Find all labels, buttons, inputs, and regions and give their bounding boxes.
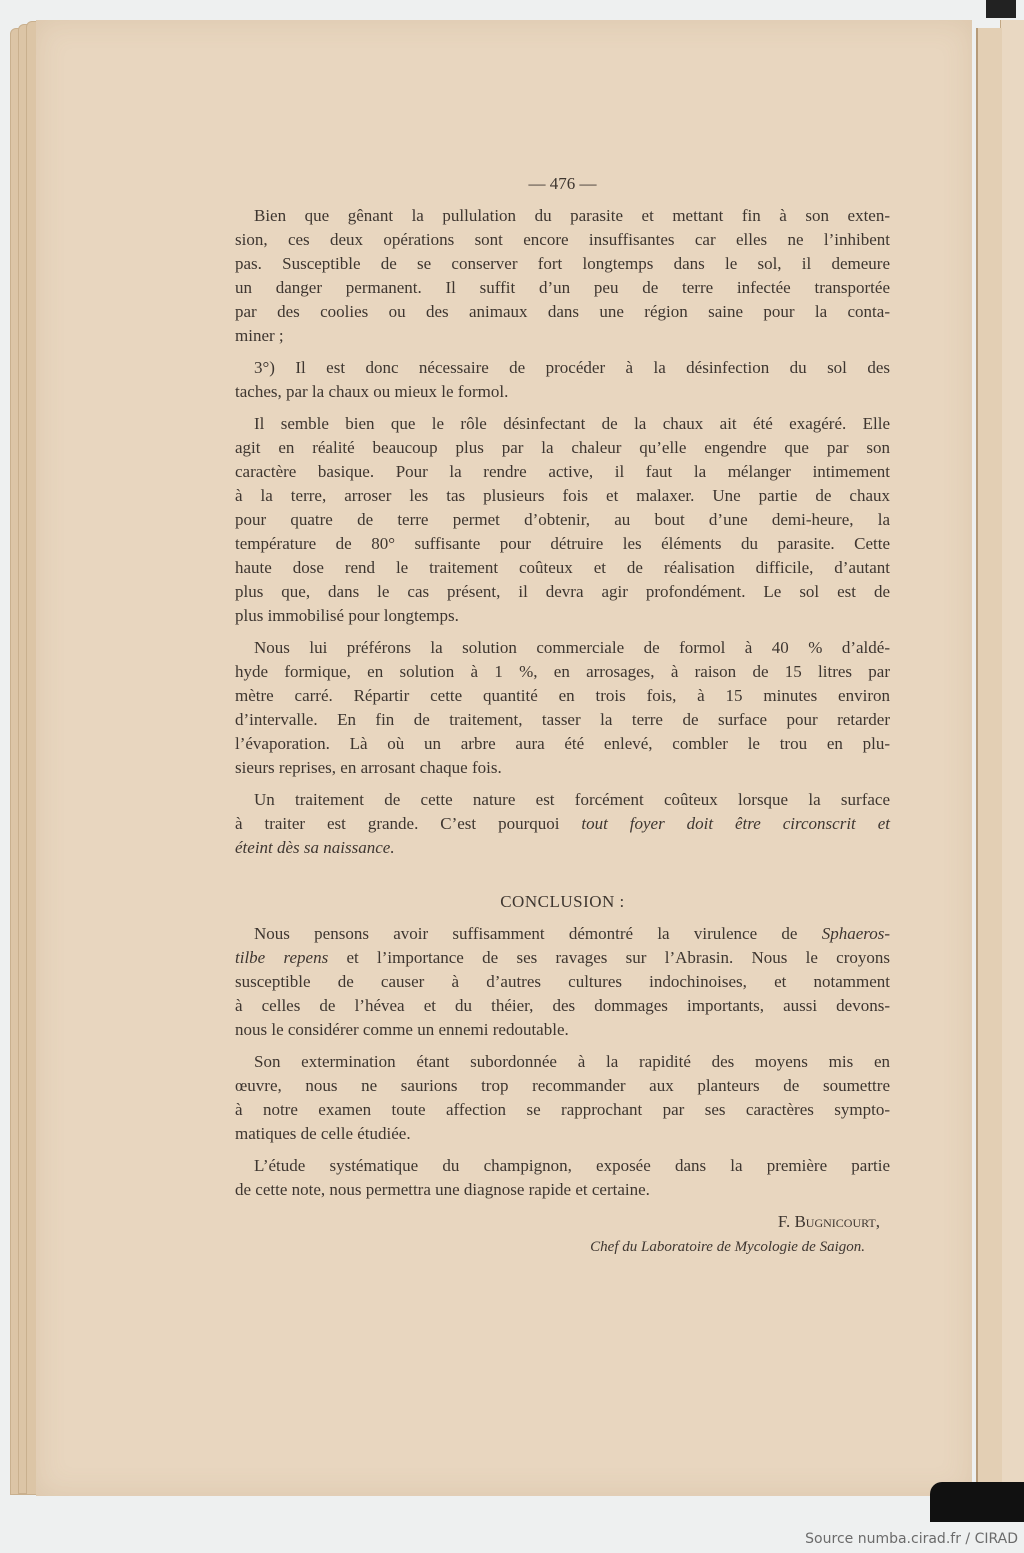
text-line: Nous pensons avoir suffisamment démontré la virulence de Sphaeros-	[254, 924, 890, 943]
text-line: plus que, dans le cas présent, il devra agir profondément. Le sol est de	[235, 582, 890, 601]
text-line: l’évaporation. Là où un arbre aura été enlevé, combler le trou en plu-	[235, 734, 890, 753]
text-line: agit en réalité beaucoup plus par la chaleur qu’elle engendre que par son	[235, 438, 890, 457]
text-line: à traiter est grande. C’est pourquoi tout foyer doit être circonscrit et	[235, 814, 890, 833]
text-line: caractère basique. Pour la rendre active, il faut la mélanger intimement	[235, 462, 890, 481]
text-line: 3°) Il est donc nécessaire de procéder à la désinfection du sol des	[254, 358, 890, 377]
binding-edge	[976, 28, 1002, 1488]
text-line: L’étude systématique du champignon, exposée dans la première partie	[254, 1156, 890, 1175]
text-line: de cette note, nous permettra une diagnose rapide et certaine.	[235, 1180, 650, 1199]
text-line: un danger permanent. Il suffit d’un peu de terre infectée transportée	[235, 278, 890, 297]
binding-mark	[986, 0, 1016, 18]
text-line: hyde formique, en solution à 1 %, en arrosages, à raison de 15 litres par	[235, 662, 890, 681]
text-line: éteint dès sa naissance.	[235, 838, 395, 857]
text-line: sion, ces deux opérations sont encore insuffisantes car elles ne l’inhibent	[235, 230, 890, 249]
text-line: pour quatre de terre permet d’obtenir, au bout d’une demi-heure, la	[235, 510, 890, 529]
text-line: taches, par la chaux ou mieux le formol.	[235, 382, 509, 401]
text-line: Un traitement de cette nature est forcément coûteux lorsque la surface	[254, 790, 890, 809]
text-line: par des coolies ou des animaux dans une région saine pour la conta-	[235, 302, 890, 321]
text-line: nous le considérer comme un ennemi redoutable.	[235, 1020, 569, 1039]
text-line: susceptible de causer à d’autres cultures indochinoises, et notamment	[235, 972, 890, 991]
paragraph	[235, 636, 890, 780]
species-name: Sphaeros-	[821, 924, 890, 943]
page-text	[235, 172, 890, 1260]
paragraph	[235, 356, 890, 404]
paragraph	[235, 412, 890, 628]
paragraph	[235, 922, 890, 1042]
text-line: d’intervalle. En fin de traitement, tasser la terre de surface pour retarder	[235, 710, 890, 729]
text-line: Son extermination étant subordonnée à la rapidité des moyens mis en	[254, 1052, 890, 1071]
section-heading: CONCLUSION :	[500, 892, 625, 911]
text-line: à la terre, arroser les tas plusieurs fois et malaxer. Une partie de chaux	[235, 486, 890, 505]
page-number: — 476 —	[528, 174, 597, 193]
text-line: œuvre, nous ne saurions trop recommander aux planteurs de soumettre	[235, 1076, 890, 1095]
paragraph	[235, 204, 890, 348]
species-name: tilbe repens	[235, 948, 329, 967]
text-line: haute dose rend le traitement coûteux et de réalisation difficile, d’autant	[235, 558, 890, 577]
text-line: pas. Susceptible de se conserver fort longtemps dans le sol, il demeure	[235, 254, 890, 273]
text-line: à celles de l’hévea et du théier, des dommages importants, aussi devons-	[235, 996, 890, 1015]
scan-shadow	[930, 1482, 1024, 1522]
paragraph	[235, 1050, 890, 1146]
text-line: à notre examen toute affection se rapprochant par ses caractères sympto-	[235, 1100, 890, 1119]
paragraph	[235, 1154, 890, 1202]
text-line: miner ;	[235, 326, 284, 345]
author-affiliation: Chef du Laboratoire de Mycologie de Saigon.	[590, 1239, 865, 1255]
author-signature: F. Bugnicourt,	[777, 1212, 880, 1231]
text-line: tilbe repens et l’importance de ses ravages sur l’Abrasin. Nous le croyons	[235, 948, 891, 967]
text-line: Nous lui préférons la solution commerciale de formol à 40 % d’aldé-	[254, 638, 890, 657]
text-line: plus immobilisé pour longtemps.	[235, 606, 459, 625]
paragraph	[235, 788, 890, 860]
text-line: mètre carré. Répartir cette quantité en trois fois, à 15 minutes environ	[235, 686, 890, 705]
text-line: matiques de celle étudiée.	[235, 1124, 411, 1143]
source-credit: Source numba.cirad.fr / CIRAD	[805, 1531, 1018, 1547]
text-line: sieurs reprises, en arrosant chaque fois.	[235, 758, 502, 777]
text-line: Bien que gênant la pullulation du parasite et mettant fin à son exten-	[254, 206, 890, 225]
text-line: Il semble bien que le rôle désinfectant de la chaux ait été exagéré. Elle	[254, 414, 890, 433]
emphasis: tout foyer doit être circonscrit et	[581, 814, 890, 833]
text-line: température de 80° suffisante pour détruire les éléments du parasite. Cette	[235, 534, 890, 553]
next-page-edge	[1000, 20, 1024, 1490]
